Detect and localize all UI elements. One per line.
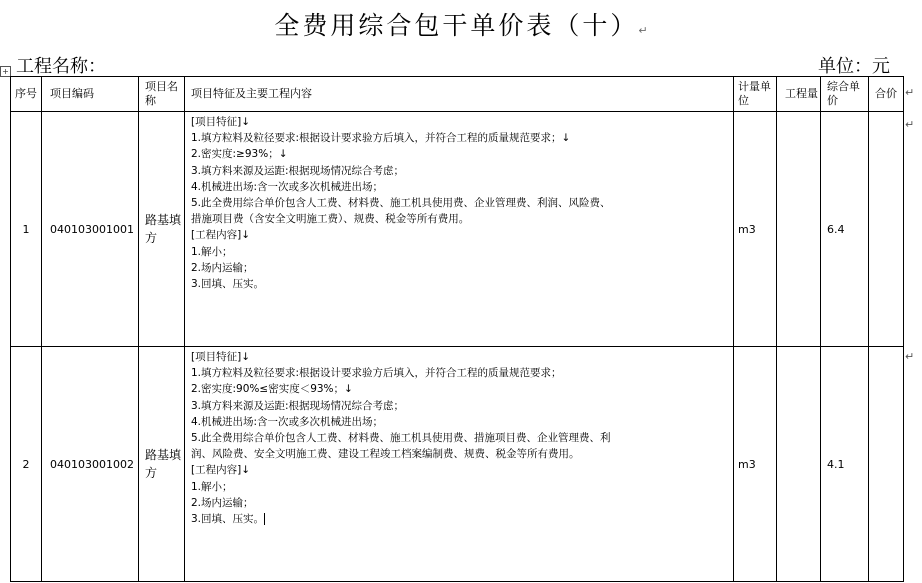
table-row <box>11 112 904 347</box>
description-line: 2.场内运输； <box>191 496 254 509</box>
header-description: 项目特征及主要工程内容 <box>185 77 734 112</box>
text-cursor <box>264 513 265 525</box>
description-line: 3.填方料来源及运距:根据现场情况综合考虑； <box>191 164 405 177</box>
description-line: 1.填方粒料及粒径要求:根据设计要求验方后填入，并符合工程的质量规范要求； <box>191 367 562 380</box>
description-line: [工程内容]↓ <box>191 464 250 477</box>
row-quantity[interactable] <box>777 112 821 347</box>
header-name: 项目名称 <box>139 77 185 112</box>
description-line: [工程内容]↓ <box>191 229 250 242</box>
row-code: 040103001002 <box>42 347 139 582</box>
row-end-mark-icon: ↵ <box>905 350 915 363</box>
table-row <box>11 347 904 582</box>
row-seq: 2 <box>11 347 42 582</box>
row-seq: 1 <box>11 112 42 347</box>
row-unit: m3 <box>734 347 777 582</box>
row-quantity[interactable] <box>777 347 821 582</box>
row-end-mark-icon: ↵ <box>905 86 915 99</box>
description-line: 5.此全费用综合单价包含人工费、材料费、施工机具使用费、企业管理费、利润、风险费、 <box>191 197 611 210</box>
header-code: 项目编码 <box>42 77 139 112</box>
row-total[interactable] <box>869 112 904 347</box>
row-total[interactable] <box>869 347 904 582</box>
description-line: [项目特征]↓ <box>191 351 250 363</box>
table-move-handle-icon[interactable]: + <box>0 66 11 77</box>
row-unit: m3 <box>734 112 777 347</box>
header-unit: 计量单位 <box>734 77 777 112</box>
table-header-row <box>11 77 904 112</box>
description-line: 3.回填、压实。 <box>191 278 265 291</box>
unit-label: 单位：元 <box>818 56 890 77</box>
description-line: [项目特征]↓ <box>191 116 250 128</box>
paragraph-mark-icon: ↵ <box>638 24 648 37</box>
document-title-text: 全费用综合包干单价表（十） <box>274 11 639 40</box>
header-total: 合价 <box>869 77 904 112</box>
row-unit-price: 4.1 <box>821 347 869 582</box>
description-line-text: 3.回填、压实。 <box>191 513 265 526</box>
description-line: 1.解小； <box>191 480 233 493</box>
description-line: 1.填方粒料及粒径要求:根据设计要求验方后填入，并符合工程的质量规范要求；↓ <box>191 132 571 145</box>
row-end-mark-icon: ↵ <box>905 118 915 131</box>
description-line: 5.此全费用综合单价包含人工费、材料费、施工机具使用费、措施项目费、企业管理费、利 <box>191 432 611 445</box>
row-name: 路基填方 <box>139 112 185 347</box>
description-line <box>191 511 733 527</box>
description-line: 润、风险费、安全文明施工费、建设工程竣工档案编制费、规费、税金等所有费用。 <box>191 448 580 461</box>
project-name-label: 工程名称： <box>16 56 106 77</box>
description-line: 4.机械进出场:含一次或多次机械进出场； <box>191 415 384 428</box>
description-line: 3.填方料来源及运距:根据现场情况综合考虑； <box>191 399 405 412</box>
description-line: 2.密实度:≥93%；↓ <box>191 148 288 161</box>
description-line: 2.密实度:90%≤密实度＜93%；↓ <box>191 383 353 396</box>
description-line: 1.解小； <box>191 245 233 258</box>
price-table <box>10 76 904 582</box>
row-description[interactable] <box>185 347 734 582</box>
row-name: 路基填方 <box>139 347 185 582</box>
document-title <box>0 6 922 42</box>
row-code: 040103001001 <box>42 112 139 347</box>
row-unit-price: 6.4 <box>821 112 869 347</box>
description-line: 措施项目费（含安全文明施工费）、规费、税金等所有费用。 <box>191 213 470 226</box>
header-seq: 序号 <box>11 77 42 112</box>
header-quantity: 工程量 <box>777 77 821 112</box>
header-unit-price: 综合单价 <box>821 77 869 112</box>
description-line: 2.场内运输； <box>191 261 254 274</box>
description-line: 4.机械进出场:含一次或多次机械进出场； <box>191 180 384 193</box>
row-description[interactable] <box>185 112 734 347</box>
